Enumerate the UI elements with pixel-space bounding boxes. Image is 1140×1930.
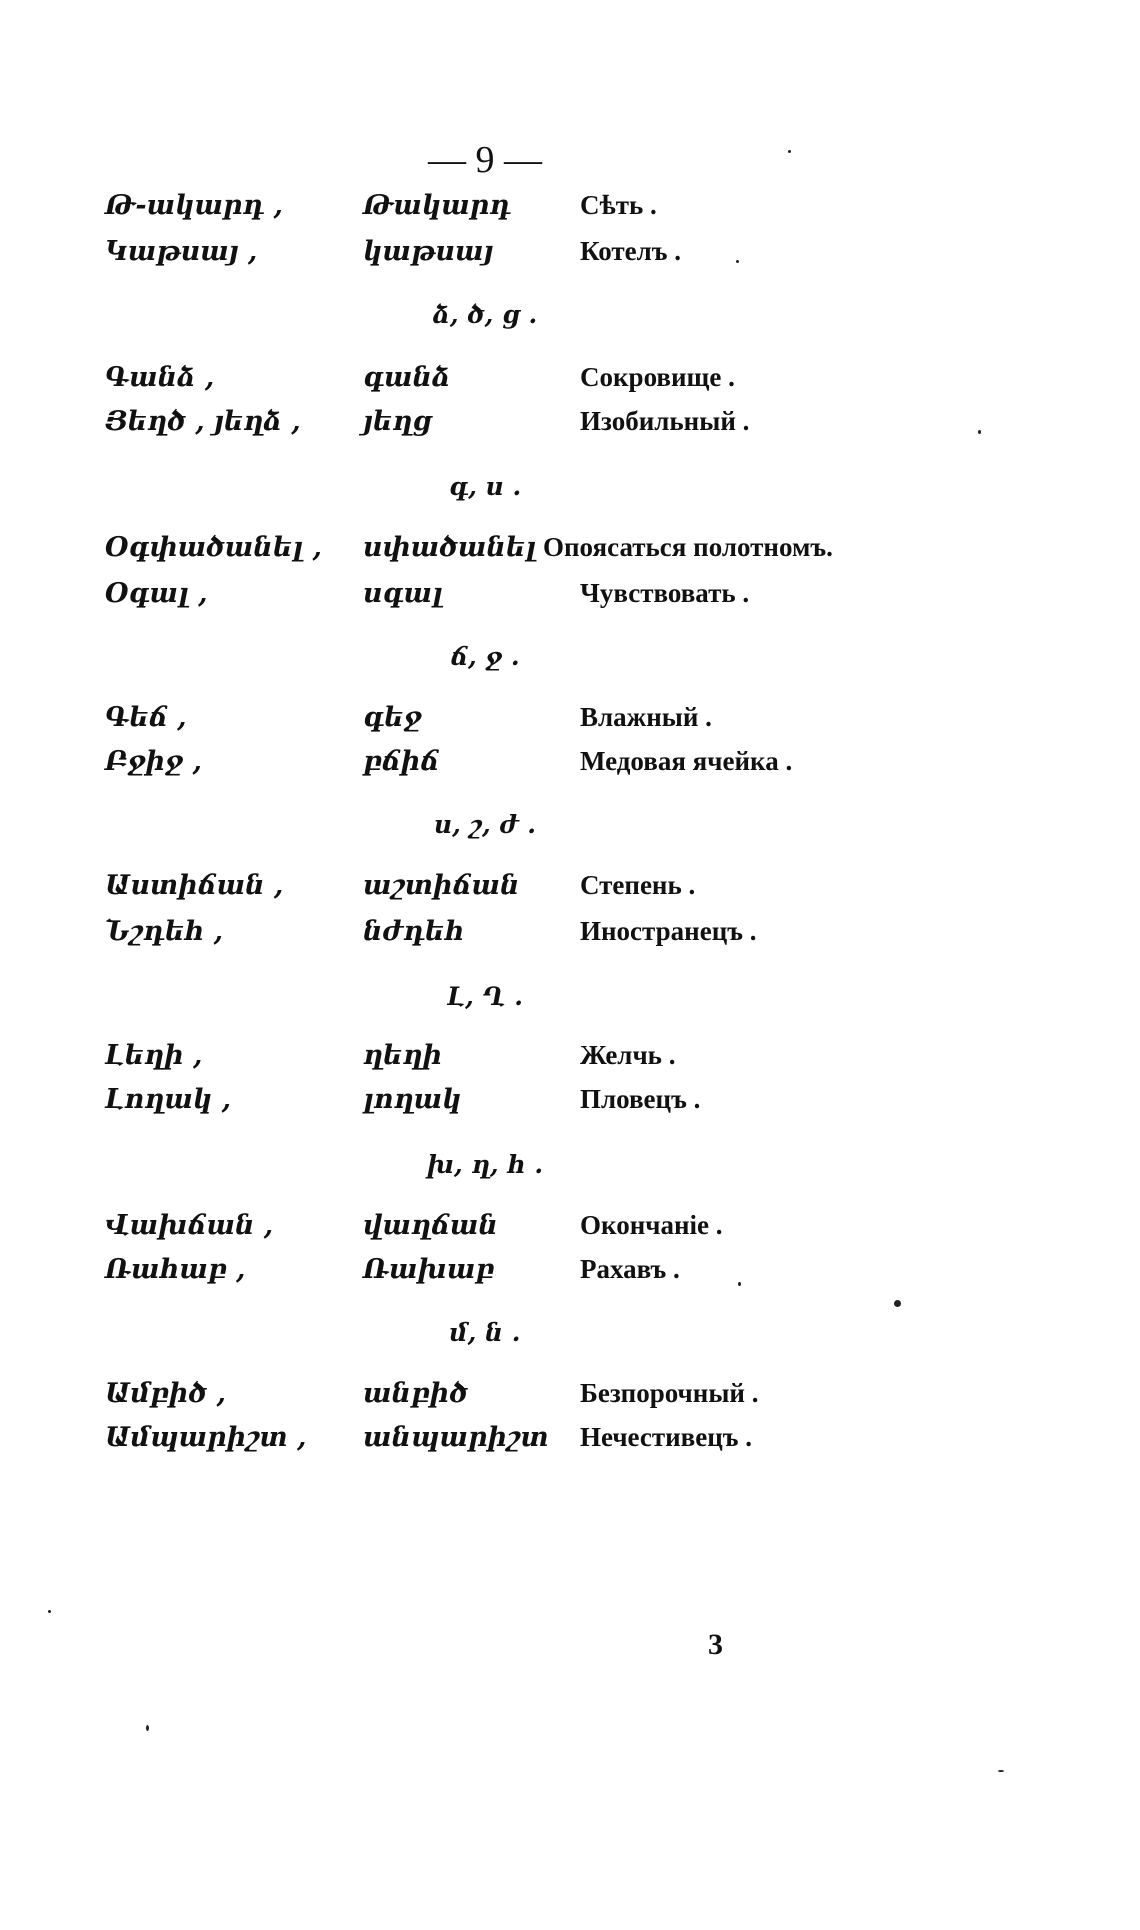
entry-row	[0, 870, 1140, 914]
new-spelling: անբիծ	[363, 1378, 468, 1409]
russian-translation: Котелъ .	[580, 236, 682, 266]
section-heading: մ, ն .	[449, 1318, 521, 1347]
old-spelling: Աստիճան ,	[105, 870, 284, 901]
print-speck	[788, 150, 791, 153]
entry-row	[0, 916, 1140, 960]
entry-row	[0, 1084, 1140, 1128]
new-spelling: յեղց	[363, 406, 432, 437]
new-spelling: սփածանել	[363, 532, 537, 563]
entry-row	[0, 702, 1140, 746]
entry-row	[0, 1040, 1140, 1084]
russian-translation: Опоясаться полотномъ.	[543, 532, 833, 562]
old-spelling: Յեղծ , յեղձ ,	[105, 406, 301, 437]
new-spelling: Թակարդ	[363, 190, 511, 221]
section-heading: ձ, ծ, ց .	[432, 300, 538, 329]
russian-translation: Чувствовать .	[580, 578, 750, 608]
russian-translation: Медовая ячейка .	[580, 746, 793, 776]
russian-translation: Рахавъ .	[580, 1254, 680, 1284]
russian-translation: Влажный .	[580, 702, 712, 732]
entry-row	[0, 578, 1140, 622]
entry-row	[0, 1422, 1140, 1466]
section-heading: խ, ղ, հ .	[426, 1150, 544, 1179]
old-spelling: Թ-ակարդ ,	[105, 190, 283, 221]
new-spelling: նժդեհ	[363, 916, 465, 947]
new-spelling: Ռախաբ	[363, 1254, 495, 1285]
section-heading: գ, ս .	[448, 472, 522, 501]
new-spelling: վաղճան	[363, 1210, 498, 1241]
russian-translation: Желчь .	[580, 1040, 676, 1070]
print-speck	[48, 1610, 51, 1613]
section-heading: Լ, Ղ .	[447, 982, 523, 1011]
entry-row	[0, 1210, 1140, 1254]
new-spelling: կաթսայ	[363, 236, 494, 267]
russian-translation: Окончаніе .	[580, 1210, 723, 1240]
new-spelling: բճիճ	[363, 746, 440, 777]
old-spelling: Ռահաբ ,	[105, 1254, 246, 1285]
old-spelling: Օգալ ,	[105, 578, 208, 609]
old-spelling: Ամբիծ ,	[105, 1378, 226, 1409]
old-spelling: Գանձ ,	[105, 362, 215, 393]
page-number: — 9 —	[428, 139, 542, 181]
russian-translation: Изобильный .	[580, 406, 750, 436]
russian-translation: Безпорочный .	[580, 1378, 759, 1408]
old-spelling: Գեճ ,	[105, 702, 187, 733]
entry-row	[0, 1254, 1140, 1298]
russian-translation: Нечестивецъ .	[580, 1422, 753, 1452]
old-spelling: Լեղի ,	[105, 1040, 203, 1071]
russian-translation: Иностранецъ .	[580, 916, 757, 946]
print-speck	[738, 1282, 741, 1286]
old-spelling: Նշդեհ ,	[105, 916, 224, 947]
new-spelling: գեջ	[363, 702, 422, 733]
russian-translation: Сокровище .	[580, 362, 735, 392]
entry-row	[0, 746, 1140, 790]
russian-translation: Сѣть .	[580, 190, 657, 220]
old-spelling: Օգփածանել ,	[105, 532, 322, 563]
old-spelling: Ամպարիշտ ,	[105, 1422, 307, 1453]
new-spelling: անպարիշտ	[363, 1422, 549, 1453]
old-spelling: Բջիջ ,	[105, 746, 202, 777]
print-speck	[736, 260, 739, 263]
old-spelling: Լողակ ,	[105, 1084, 232, 1115]
entry-row	[0, 406, 1140, 450]
new-spelling: ղեղի	[363, 1040, 443, 1071]
new-spelling: աշտիճան	[363, 870, 520, 901]
section-heading: ս, շ, ժ .	[434, 810, 536, 839]
print-speck	[894, 1300, 901, 1307]
entry-row	[0, 362, 1140, 406]
entry-row	[0, 1378, 1140, 1422]
signature-mark: 3	[708, 1628, 723, 1661]
old-spelling: Վախճան ,	[105, 1210, 274, 1241]
section-heading: ճ, ջ .	[450, 642, 520, 671]
new-spelling: սգալ	[363, 578, 443, 609]
entry-row	[0, 532, 1140, 576]
new-spelling: լողակ	[363, 1084, 462, 1115]
entry-row	[0, 236, 1140, 280]
print-speck	[146, 1725, 149, 1731]
entry-row	[0, 190, 1140, 234]
old-spelling: Կաթսայ ,	[105, 236, 258, 267]
print-speck	[998, 1770, 1004, 1772]
russian-translation: Степень .	[580, 870, 696, 900]
new-spelling: գանձ	[363, 362, 451, 393]
russian-translation: Пловецъ .	[580, 1084, 701, 1114]
print-speck	[978, 430, 981, 434]
